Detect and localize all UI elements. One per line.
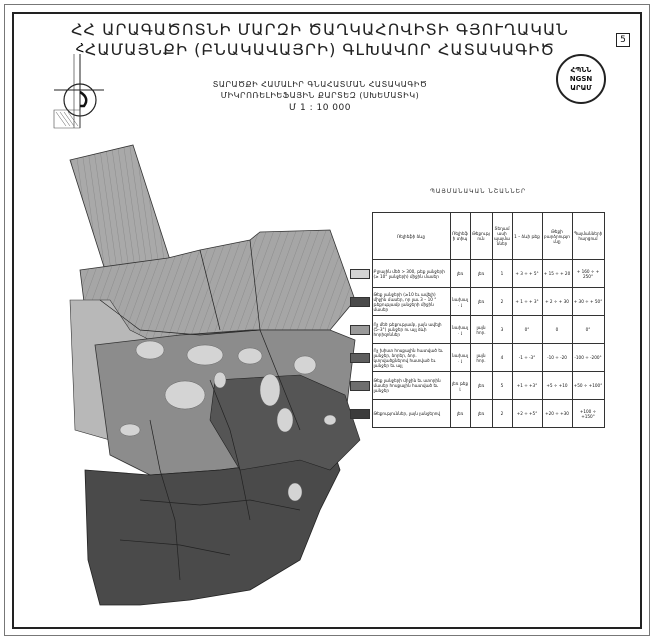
legend-col-header: Թեքություն xyxy=(470,213,492,260)
legend-swatch-cell xyxy=(348,400,372,428)
legend-swatch xyxy=(350,353,370,363)
legend-cell: 3 xyxy=(492,316,512,344)
legend-row xyxy=(348,260,604,288)
legend-row xyxy=(348,400,604,428)
legend-swatch-cell xyxy=(348,288,372,316)
legend-cell: +2 ÷ +5° xyxy=(512,400,542,428)
legend-cell: 1 xyxy=(492,260,512,288)
legend-cell: նախալ. լ xyxy=(450,316,470,344)
legend-cell: 5 xyxy=(492,372,512,400)
legend-desc: Թեք լանջերի միջին եւ ստորին մասեր հոսքային հատված եւ լանջեր xyxy=(372,372,450,400)
legend-cell: լայն հոր. xyxy=(470,344,492,372)
legend-col-header: Պայմանների հարցում xyxy=(572,213,604,260)
legend-desc: Ոչ խիստ հոսքային հատված եւ լանջեր, ձորեր, ձոր. կտրվածքներով հատված եւ լանջեր եւ այլ xyxy=(372,344,450,372)
legend-cell: 0° xyxy=(512,316,542,344)
legend-header-spacer xyxy=(348,213,372,260)
legend-cell: -1 ÷ -3° xyxy=(512,344,542,372)
legend-desc: Բլրային մեծ > 300, թեք լանջերի (≥ 10° լանջերի) միջին մասեր xyxy=(372,260,450,288)
legend-cell: +20 ÷ +30 xyxy=(542,400,572,428)
legend-cell: լեռ xyxy=(470,372,492,400)
legend-swatch-cell xyxy=(348,372,372,400)
legend-cell: լեռ xyxy=(470,260,492,288)
logo-text-1: ՀՊՆՆ xyxy=(570,66,592,74)
legend-cell: + 30 ÷ + 50° xyxy=(572,288,604,316)
north-arrow-label: Հ xyxy=(75,41,85,55)
logo-text-2: NGSN xyxy=(569,75,593,83)
legend-cell: +100 ÷ +150° xyxy=(572,400,604,428)
legend-cell: -100 ÷ -200° xyxy=(572,344,604,372)
logo-text-3: ԱՐԱՄ xyxy=(570,84,592,92)
legend-cell: 0 xyxy=(542,316,572,344)
legend-cell: լեռ թեք լ xyxy=(450,372,470,400)
legend-cell: լայն հոր. xyxy=(470,316,492,344)
legend-col-header: Ռելիեֆի ձևը xyxy=(372,213,450,260)
legend-row xyxy=(348,372,604,400)
legend-row xyxy=(348,344,604,372)
legend-swatch-cell xyxy=(348,316,372,344)
legend-cell: + 2 ÷ + 30 xyxy=(542,288,572,316)
legend-swatch xyxy=(350,269,370,279)
legend-header-row xyxy=(348,213,604,260)
legend-cell: լեռ xyxy=(470,400,492,428)
map-subtitle-line2: ՄԻԿՐՈՌԵԼԻԵՖԱՅԻՆ ՔԱՐՏԵԶ (ՍԽԵՄԱՏԻԿ) xyxy=(220,91,420,100)
legend-cell: +5 ÷ +10 xyxy=(542,372,572,400)
legend-desc: Թեք լանջերի (≥10 եւ ավելի) միջին մասեր, որ լաւ 3 – 10 ° թեքությամբ լանջերի միջին մասեր xyxy=(372,288,450,316)
legend-swatch-cell xyxy=(348,260,372,288)
legend-cell: 0° xyxy=(572,316,604,344)
legend-desc: Ոչ մեծ թեքությամբ, լայն ավելի (5–3°) լանջեր ու այլ ձևի հորիզոններ xyxy=(372,316,450,344)
legend-cell: նախալ. լ xyxy=(450,288,470,316)
legend-cell: +50 ÷ +100° xyxy=(572,372,604,400)
legend-cell: 2 xyxy=(492,288,512,316)
legend-cell: 2 xyxy=(492,400,512,428)
legend-col-header: Ռելիեֆի տիպ xyxy=(450,213,470,260)
map-title-line2: ՀԱՄԱՅՆՔԻ (ԲՆԱԿԱՎԱՅՐԻ) ԳԼԽԱՎՈՐ ՀԱՏԱԿԱԳԻԾ xyxy=(84,40,556,59)
legend-cell: 4 xyxy=(492,344,512,372)
legend-cell: + 15 ÷ + 20 xyxy=(542,260,572,288)
legend-desc: Թեքություններ, լայն լանջերով xyxy=(372,400,450,428)
map-zone-north-fields xyxy=(70,145,170,270)
legend-cell: լեռ xyxy=(450,400,470,428)
legend-swatch xyxy=(350,297,370,307)
map-scale: Մ 1 : 10 000 xyxy=(289,103,351,113)
legend-swatch-cell xyxy=(348,344,372,372)
legend-swatch xyxy=(350,325,370,335)
legend-col-header: Թեքի բարձրությունը xyxy=(542,213,572,260)
legend-col-header: Տեղամասի պայմաններ xyxy=(492,213,512,260)
legend-cell: + 160 ÷ + 250° xyxy=(572,260,604,288)
legend-cell: նախալ. լ xyxy=(450,344,470,372)
legend-row xyxy=(348,288,604,316)
legend-swatch xyxy=(350,409,370,419)
legend-cell: +1 ÷ +3° xyxy=(512,372,542,400)
map-title-line1: ՀՀ ԱՐԱԳԱԾՈՏՆԻ ՄԱՐԶԻ ԾԱՂԿԱՀՈՎԻՏԻ ԳՅՈՒՂԱԿԱՆ xyxy=(71,20,569,39)
legend-swatch xyxy=(350,381,370,391)
legend-col-header: 1 – ձևի թեք xyxy=(512,213,542,260)
legend-row xyxy=(348,316,604,344)
legend-cell: + 1 ÷ + 3° xyxy=(512,288,542,316)
legend-cell: լեռ xyxy=(470,288,492,316)
legend-cell: լեռ xyxy=(450,260,470,288)
map-subtitle-line1: ՏԱՐԱԾՔԻ ՀԱՄԱԼԻՐ ԳՆԱՀԱՏՄԱՆ ՀԱՏԱԿԱԳԻԾ xyxy=(212,80,428,89)
legend-cell: -10 ÷ -20 xyxy=(542,344,572,372)
page-number: 5 xyxy=(616,33,630,47)
legend-heading: ՊԱՅՄԱՆԱԿԱՆ ՆՇԱՆՆԵՐ xyxy=(430,188,527,195)
legend-table xyxy=(348,212,605,428)
legend-cell: + 3 ÷ + 5° xyxy=(512,260,542,288)
